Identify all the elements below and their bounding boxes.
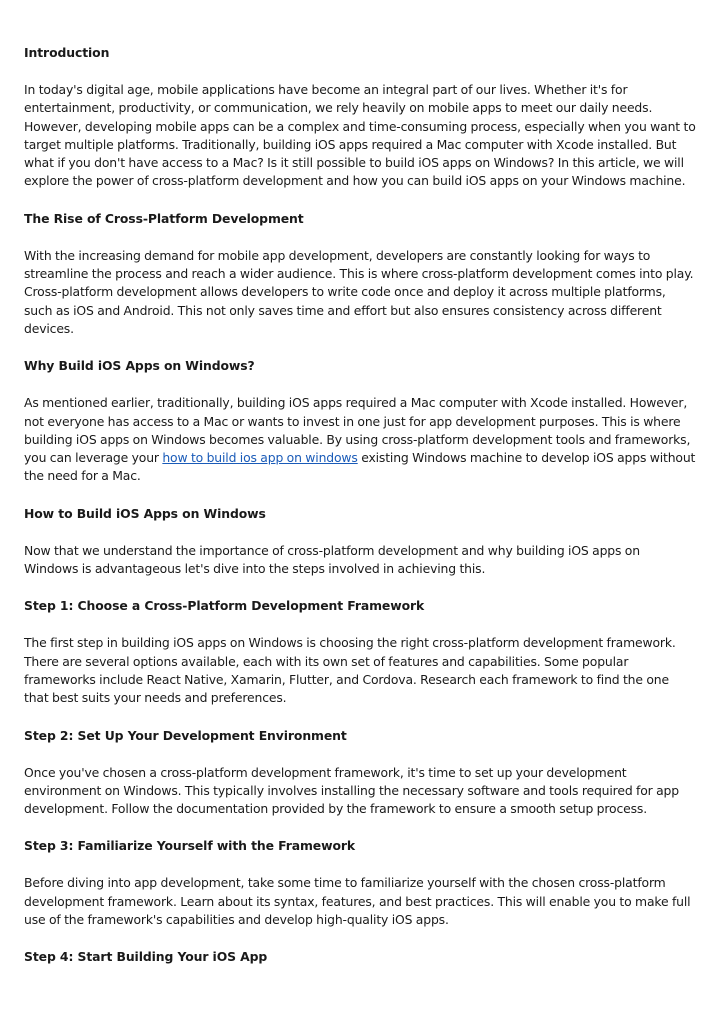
heading-step-2: Step 2: Set Up Your Development Environment bbox=[24, 727, 347, 743]
paragraph-introduction: In today's digital age, mobile applications have become an integral part of our lives. Whether it's for entertainment, productivity, or communication, we rely heavily on mobile apps to meet our daily needs. However, developing mobile apps can be a complex and time-consuming process, especially when you want to target multiple platforms. Traditionally, building iOS apps required a Mac computer with Xcode installed. But what if you don't have access to a Mac? Is it still possible to build iOS apps on Windows? In this article, we will explore the power of cross-platform development and how you can build iOS apps on your Windows machine. bbox=[24, 82, 696, 189]
paragraph-text-before-link: As mentioned earlier, traditionally, building iOS apps required a Mac computer with Xcode installed. However, not everyone has access to a Mac or wants to invest in one just for app development purposes. This is where building iOS apps on Windows becomes valuable. By using cross-platform development tools and frameworks, you can leverage your bbox=[24, 395, 691, 466]
heading-why-build-ios-on-windows: Why Build iOS Apps on Windows? bbox=[24, 358, 255, 374]
paragraph-step-2: Once you've chosen a cross-platform development framework, it's time to set up your development environment on Windows. This typically involves installing the necessary software and tools required for app development. Follow the documentation provided by the framework to ensure a smooth setup process. bbox=[24, 764, 679, 817]
paragraph-text-after-link: existing Windows machine to develop iOS apps without the need for a Mac. bbox=[24, 450, 696, 484]
paragraph-step-3: Before diving into app development, take some time to familiarize yourself with the chosen cross-platform development framework. Learn about its syntax, features, and best practices. This will enable you to make full use of the framework's capabilities and develop high-quality iOS apps. bbox=[24, 875, 691, 928]
heading-step-1: Step 1: Choose a Cross-Platform Development Framework bbox=[24, 598, 425, 614]
heading-how-to-build: How to Build iOS Apps on Windows bbox=[24, 505, 266, 521]
paragraph-step-1: The first step in building iOS apps on Windows is choosing the right cross-platform development framework. There are several options available, each with its own set of features and capabilities. Some popular frameworks include React Native, Xamarin, Flutter, and Cordova. Research each framework to find the one that best suits your needs and preferences. bbox=[24, 635, 676, 706]
heading-introduction: Introduction bbox=[24, 45, 110, 60]
paragraph-how-to-build: Now that we understand the importance of cross-platform development and why building iOS apps on Windows is advantageous let's dive into the steps involved in achieving this. bbox=[24, 542, 640, 577]
how-to-build-ios-link[interactable]: how to build ios app on windows bbox=[162, 450, 358, 466]
paragraph-rise-of-cross-platform: With the increasing demand for mobile app development, developers are constantly looking for ways to streamline the process and reach a wider audience. This is where cross-platform development comes into play. Cross-platform development allows developers to write code once and deploy it across multiple platforms, such as iOS and Android. This not only saves time and effort but also ensures consistency across different devices. bbox=[24, 247, 694, 336]
heading-rise-of-cross-platform: The Rise of Cross-Platform Development bbox=[24, 210, 304, 226]
paragraph-why-build-ios-on-windows bbox=[24, 394, 696, 485]
heading-step-4: Step 4: Start Building Your iOS App bbox=[24, 949, 268, 965]
heading-step-3: Step 3: Familiarize Yourself with the Framework bbox=[24, 838, 356, 854]
